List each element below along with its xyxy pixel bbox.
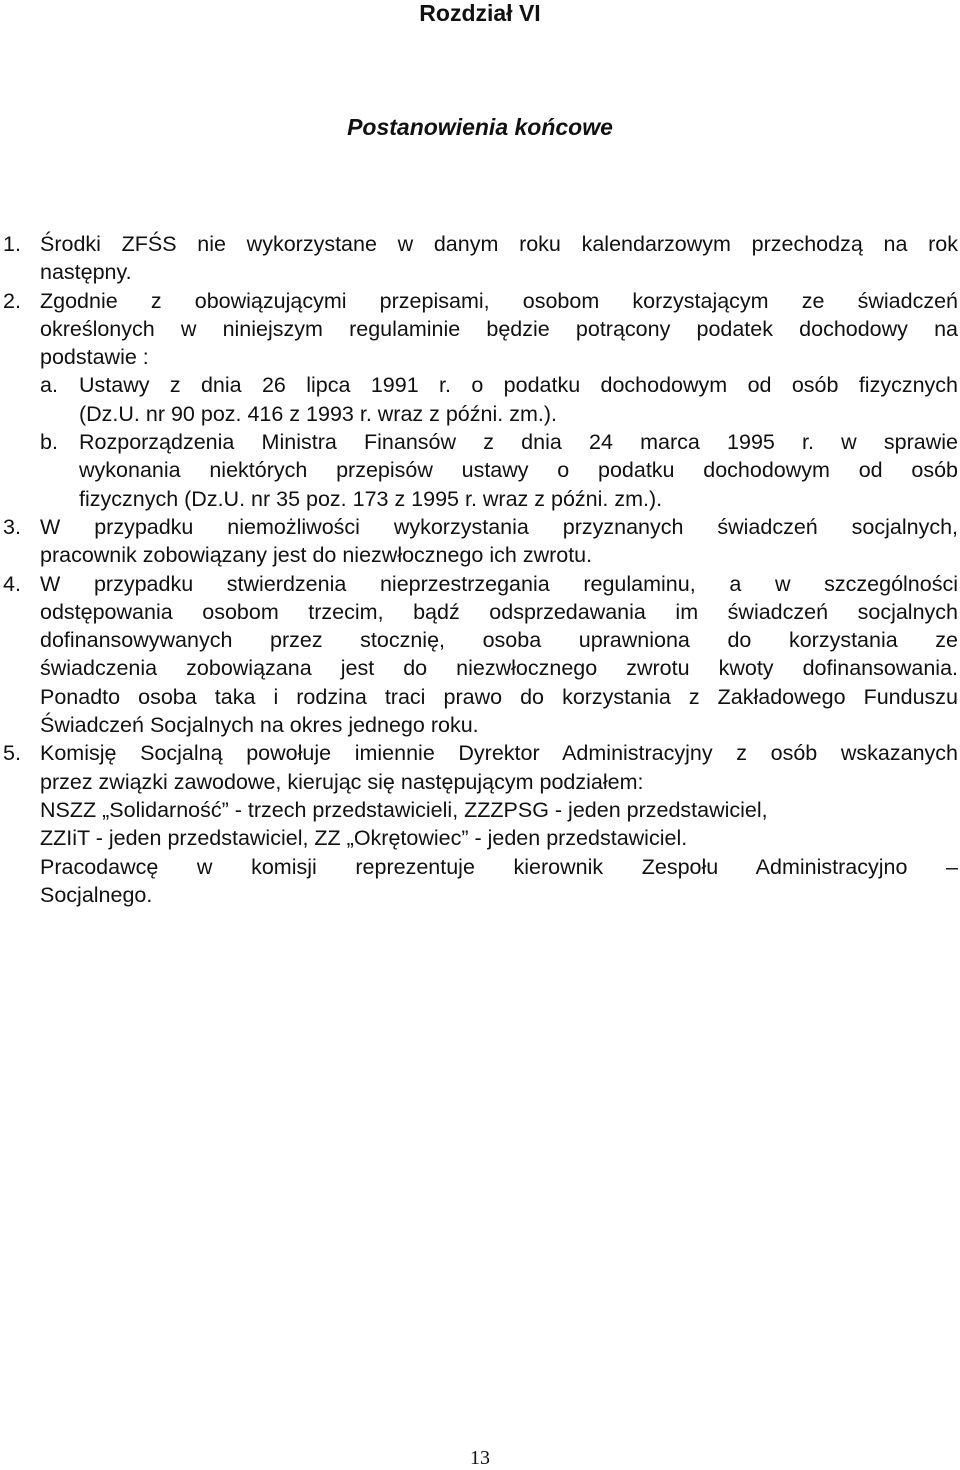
text-line: W przypadku stwierdzenia nieprzestrzegania regulaminu, a w szczególności (40, 571, 958, 596)
list-item-text (40, 513, 958, 570)
sub-item-b (3, 428, 958, 513)
text-line: NSZZ „Solidarność” - trzech przedstawicieli, ZZZPSG - jeden przedstawiciel, (40, 797, 768, 822)
list-item-1 (3, 230, 958, 287)
text-line: przez związki zawodowe, kierując się następującym podziałem: (40, 769, 644, 794)
list-item-text (40, 739, 958, 909)
text-line: Komisję Socjalną powołuje imiennie Dyrektor Administracyjny z osób wskazanych (40, 741, 958, 766)
sub-item-label: a. (40, 373, 58, 398)
text-line: Świadczeń Socjalnych na okres jednego roku. (40, 713, 479, 738)
list-item-number: 4. (3, 571, 21, 596)
text-line: wykonania niektórych przepisów ustawy o podatku dochodowym od osób (79, 458, 958, 483)
text-line: Zgodnie z obowiązującymi przepisami, osobom korzystającym ze świadczeń (40, 288, 958, 313)
list-item-number: 2. (3, 288, 21, 313)
sub-item-text (79, 428, 958, 513)
list-item-3 (3, 513, 958, 570)
list-item-number: 3. (3, 514, 21, 539)
list-item-number: 5. (3, 741, 21, 766)
text-line: pracownik zobowiązany jest do niezwłocznego ich zwrotu. (40, 543, 593, 568)
text-line: odstępowania osobom trzecim, bądź odsprzedawania im świadczeń socjalnych (40, 599, 958, 624)
text-line: świadczenia zobowiązana jest do niezwłocznego zwrotu kwoty dofinansowania. (40, 656, 958, 681)
chapter-title: Rozdział VI (419, 0, 541, 26)
list-item-text (40, 230, 958, 287)
list-item-text (40, 570, 958, 740)
text-line: podstawie : (40, 345, 149, 370)
text-line: Ustawy z dnia 26 lipca 1991 r. o podatku dochodowym od osób fizycznych (79, 373, 958, 398)
text-line: ZZIiT - jeden przedstawiciel, ZZ „Okrętowiec” - jeden przedstawiciel. (40, 826, 688, 851)
text-line: (Dz.U. nr 90 poz. 416 z 1993 r. wraz z późni. zm.). (79, 401, 557, 426)
text-line: fizycznych (Dz.U. nr 35 poz. 173 z 1995 r. wraz z późni. zm.). (79, 486, 663, 511)
text-line: następny. (40, 260, 132, 285)
sub-item-a (3, 371, 958, 428)
sub-item-text (79, 371, 958, 428)
text-line: Środki ZFŚS nie wykorzystane w danym roku kalendarzowym przechodzą na rok (40, 232, 958, 256)
text-line: dofinansowywanych przez stocznię, osoba uprawniona do korzystania ze (40, 628, 958, 653)
text-line: Rozporządzenia Ministra Finansów z dnia 24 marca 1995 r. w sprawie (79, 430, 958, 455)
document-body (3, 230, 958, 909)
list-item-2 (3, 287, 958, 372)
list-item-number: 1. (3, 232, 21, 256)
section-title: Postanowienia końcowe (347, 114, 613, 140)
list-item-text (40, 287, 958, 372)
text-line: określonych w niniejszym regulaminie będzie potrącony podatek dochodowy na (40, 316, 958, 341)
list-item-4 (3, 570, 958, 740)
text-line: Pracodawcę w komisji reprezentuje kierownik Zespołu Administracyjno – (40, 854, 958, 879)
page-number: 13 (470, 1447, 490, 1469)
list-item-5 (3, 739, 958, 909)
text-line: W przypadku niemożliwości wykorzystania przyznanych świadczeń socjalnych, (40, 514, 958, 539)
text-line: Ponadto osoba taka i rodzina traci prawo do korzystania z Zakładowego Funduszu (40, 684, 958, 709)
sub-item-label: b. (40, 430, 58, 455)
text-line: Socjalnego. (40, 882, 153, 907)
